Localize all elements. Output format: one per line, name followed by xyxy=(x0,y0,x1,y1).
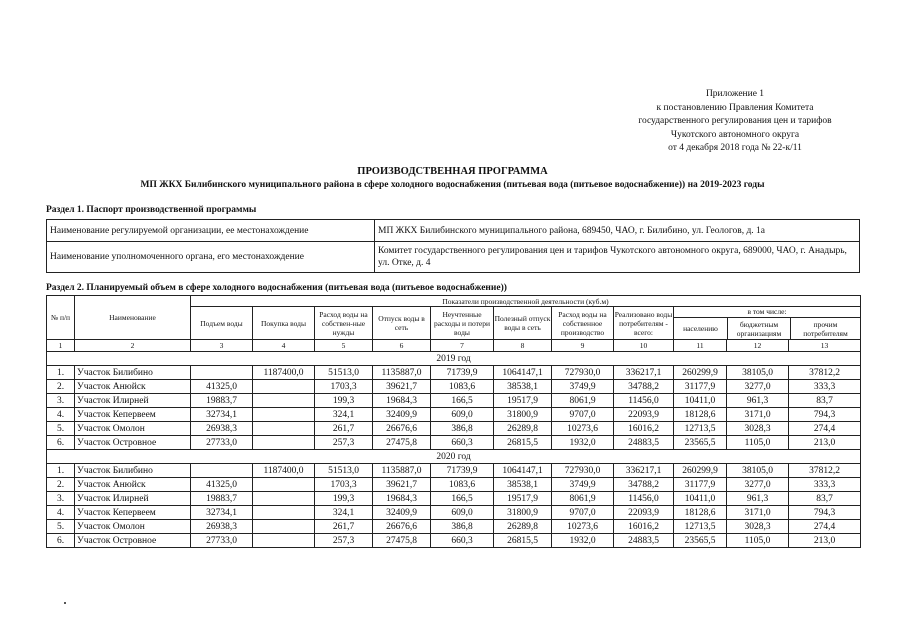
table-cell: 794,3 xyxy=(789,506,861,520)
table-cell: 10273,6 xyxy=(552,520,614,534)
table-cell: 26289,8 xyxy=(494,520,552,534)
table-cell: 9707,0 xyxy=(552,408,614,422)
header-group: Показатели производственной деятельности (куб.м) xyxy=(191,296,861,307)
header-col: Неучтенные расходы и потери воды xyxy=(431,307,494,340)
table-cell: 37812,2 xyxy=(789,464,861,478)
appendix-header xyxy=(600,88,870,156)
table-cell xyxy=(253,506,315,520)
column-index: 10 xyxy=(614,340,674,352)
table-cell: 1105,0 xyxy=(727,436,789,450)
table-cell: 257,3 xyxy=(315,436,373,450)
row-number: 6. xyxy=(47,534,75,548)
table-cell: 3277,0 xyxy=(727,478,789,492)
table-cell: 386,8 xyxy=(431,520,494,534)
table-row xyxy=(47,366,861,380)
table-cell: 32734,1 xyxy=(191,408,253,422)
table-cell: 12713,5 xyxy=(674,520,727,534)
table-cell: 727930,0 xyxy=(552,366,614,380)
table-cell: 31177,9 xyxy=(674,380,727,394)
appendix-line: к постановлению Правления Комитета xyxy=(656,102,814,113)
table-cell: 26815,5 xyxy=(494,436,552,450)
row-number: 3. xyxy=(47,492,75,506)
table-cell: 10273,6 xyxy=(552,422,614,436)
table-cell: 27733,0 xyxy=(191,534,253,548)
table-row xyxy=(47,534,861,548)
table-cell: 31177,9 xyxy=(674,478,727,492)
appendix-line: от 4 декабря 2018 года № 22-к/11 xyxy=(668,143,802,154)
table-cell: 274,4 xyxy=(789,520,861,534)
table-cell: 41325,0 xyxy=(191,478,253,492)
table-cell xyxy=(253,520,315,534)
header-subcol: бюджетным организациям xyxy=(728,318,791,339)
row-name: Участок Островное xyxy=(75,534,191,548)
table-cell: 38538,1 xyxy=(494,478,552,492)
table-cell: 3028,3 xyxy=(727,520,789,534)
table-cell: 213,0 xyxy=(789,436,861,450)
table-cell: 213,0 xyxy=(789,534,861,548)
table-cell: 83,7 xyxy=(789,394,861,408)
table-cell: 9707,0 xyxy=(552,506,614,520)
column-index: 2 xyxy=(75,340,191,352)
table-cell: 1135887,0 xyxy=(373,464,431,478)
table-row xyxy=(47,380,861,394)
table-cell: 27475,8 xyxy=(373,534,431,548)
table-cell: 609,0 xyxy=(431,408,494,422)
table-cell: 16016,2 xyxy=(614,520,674,534)
table-cell: 31800,9 xyxy=(494,408,552,422)
table-cell: 71739,9 xyxy=(431,366,494,380)
table-cell: 794,3 xyxy=(789,408,861,422)
row-name: Участок Билибино xyxy=(75,366,191,380)
table-cell: 51513,0 xyxy=(315,366,373,380)
table-cell: 257,3 xyxy=(315,534,373,548)
table-cell: 19517,9 xyxy=(494,394,552,408)
header-col: Полезный отпуск воды в сеть xyxy=(494,307,552,340)
table-cell: 3749,9 xyxy=(552,478,614,492)
passport-row xyxy=(47,242,860,273)
passport-value: Комитет государственного регулирования цен и тарифов Чукотского автономного округа, 689000, ЧАО, г. Анадырь, ул. Отке, д. 4 xyxy=(375,242,860,273)
row-number: 1. xyxy=(47,464,75,478)
table-row xyxy=(47,394,861,408)
table-cell: 660,3 xyxy=(431,436,494,450)
table-cell: 16016,2 xyxy=(614,422,674,436)
table-cell xyxy=(253,534,315,548)
table-cell: 38538,1 xyxy=(494,380,552,394)
table-cell: 22093,9 xyxy=(614,408,674,422)
header-subcol: прочим потребителям xyxy=(803,319,848,338)
year-row xyxy=(47,352,861,366)
table-cell: 336217,1 xyxy=(614,366,674,380)
table-cell: 26289,8 xyxy=(494,422,552,436)
year-row xyxy=(47,450,861,464)
row-number: 5. xyxy=(47,422,75,436)
table-cell: 609,0 xyxy=(431,506,494,520)
table-cell: 24883,5 xyxy=(614,534,674,548)
table-row xyxy=(47,408,861,422)
table-row xyxy=(47,464,861,478)
passport-row xyxy=(47,220,860,242)
header-subcol: населению xyxy=(674,318,728,339)
table-row xyxy=(47,422,861,436)
table-cell xyxy=(253,422,315,436)
table-cell: 24883,5 xyxy=(614,436,674,450)
table-cell: 8061,9 xyxy=(552,492,614,506)
table-cell: 18128,6 xyxy=(674,506,727,520)
document-subtitle: МП ЖКХ Билибинского муниципального района в сфере холодного водоснабжения (питьевая вода (питьевое водоснабжение)) на 2019-2023 годы xyxy=(140,180,765,190)
row-name: Участок Кепервеем xyxy=(75,506,191,520)
year-label: 2019 год xyxy=(47,352,861,366)
table-cell: 10411,0 xyxy=(674,394,727,408)
header-col: Реализовано воды потребителям - всего: xyxy=(614,307,674,340)
table-cell: 1064147,1 xyxy=(494,366,552,380)
table-cell: 8061,9 xyxy=(552,394,614,408)
header-col: Расход воды на собствен-ные нужды xyxy=(315,307,373,340)
header-num: № п/п xyxy=(47,296,75,340)
table-cell: 1135887,0 xyxy=(373,366,431,380)
row-name: Участок Илирней xyxy=(75,394,191,408)
row-number: 1. xyxy=(47,366,75,380)
passport-table xyxy=(46,219,860,273)
table-cell: 660,3 xyxy=(431,534,494,548)
column-index: 6 xyxy=(373,340,431,352)
table-cell: 336217,1 xyxy=(614,464,674,478)
section1-title: Раздел 1. Паспорт производственной программы xyxy=(46,205,257,215)
table-cell: 19883,7 xyxy=(191,394,253,408)
column-index: 4 xyxy=(253,340,315,352)
table-cell: 199,3 xyxy=(315,492,373,506)
table-cell: 39621,7 xyxy=(373,380,431,394)
table-cell xyxy=(253,436,315,450)
column-index: 9 xyxy=(552,340,614,352)
table-cell xyxy=(191,464,253,478)
table-cell: 32409,9 xyxy=(373,506,431,520)
table-row xyxy=(47,506,861,520)
table-cell xyxy=(253,394,315,408)
column-index: 8 xyxy=(494,340,552,352)
table-cell: 166,5 xyxy=(431,394,494,408)
table-cell: 38105,0 xyxy=(727,366,789,380)
column-index: 7 xyxy=(431,340,494,352)
table-row xyxy=(47,492,861,506)
row-number: 5. xyxy=(47,520,75,534)
table-cell xyxy=(253,478,315,492)
table-cell xyxy=(253,408,315,422)
table-cell: 32734,1 xyxy=(191,506,253,520)
table-cell: 3171,0 xyxy=(727,506,789,520)
row-name: Участок Билибино xyxy=(75,464,191,478)
row-number: 6. xyxy=(47,436,75,450)
row-number: 4. xyxy=(47,506,75,520)
table-cell: 1703,3 xyxy=(315,478,373,492)
table-cell: 10411,0 xyxy=(674,492,727,506)
table-cell: 26938,3 xyxy=(191,520,253,534)
table-cell: 1083,6 xyxy=(431,380,494,394)
table-cell: 19684,3 xyxy=(373,492,431,506)
table-cell: 38105,0 xyxy=(727,464,789,478)
row-number: 2. xyxy=(47,380,75,394)
table-cell: 19684,3 xyxy=(373,394,431,408)
header-incl-group xyxy=(674,307,861,340)
table-cell: 18128,6 xyxy=(674,408,727,422)
table-cell xyxy=(253,492,315,506)
table-cell: 11456,0 xyxy=(614,492,674,506)
row-name: Участок Островное xyxy=(75,436,191,450)
table-row xyxy=(47,520,861,534)
table-cell: 333,3 xyxy=(789,478,861,492)
table-cell: 19517,9 xyxy=(494,492,552,506)
header-name: Наименование xyxy=(75,296,191,340)
column-index: 12 xyxy=(727,340,789,352)
table-cell: 333,3 xyxy=(789,380,861,394)
table-cell: 1083,6 xyxy=(431,478,494,492)
table-cell: 166,5 xyxy=(431,492,494,506)
table-cell: 386,8 xyxy=(431,422,494,436)
row-name: Участок Илирней xyxy=(75,492,191,506)
year-label: 2020 год xyxy=(47,450,861,464)
column-index: 11 xyxy=(674,340,727,352)
row-number: 4. xyxy=(47,408,75,422)
column-index: 13 xyxy=(789,340,861,352)
table-cell: 12713,5 xyxy=(674,422,727,436)
scan-speck xyxy=(64,602,66,604)
table-cell: 3749,9 xyxy=(552,380,614,394)
table-cell: 199,3 xyxy=(315,394,373,408)
table-cell: 41325,0 xyxy=(191,380,253,394)
header-col: Покупка воды xyxy=(253,307,315,340)
table-cell: 27733,0 xyxy=(191,436,253,450)
table-cell: 961,3 xyxy=(727,492,789,506)
table-cell: 261,7 xyxy=(315,520,373,534)
passport-value: МП ЖКХ Билибинского муниципального района, 689450, ЧАО, г. Билибино, ул. Геологов, д. 1а xyxy=(375,220,860,242)
table-cell: 1703,3 xyxy=(315,380,373,394)
table-cell: 26676,6 xyxy=(373,520,431,534)
section2-title: Раздел 2. Планируемый объем в сфере холодного водоснабжения (питьевая вода (питьевое водоснабжение)) xyxy=(46,283,507,293)
table-cell: 39621,7 xyxy=(373,478,431,492)
table-cell: 34788,2 xyxy=(614,478,674,492)
table-cell: 27475,8 xyxy=(373,436,431,450)
table-cell: 3028,3 xyxy=(727,422,789,436)
table-cell: 324,1 xyxy=(315,408,373,422)
document-title: ПРОИЗВОДСТВЕННАЯ ПРОГРАММА xyxy=(357,166,548,177)
row-name: Участок Анюйск xyxy=(75,478,191,492)
table-cell: 37812,2 xyxy=(789,366,861,380)
table-cell: 1064147,1 xyxy=(494,464,552,478)
header-incl: в том числе: xyxy=(674,307,860,318)
table-cell: 1932,0 xyxy=(552,534,614,548)
table-cell: 71739,9 xyxy=(431,464,494,478)
passport-label: Наименование регулируемой организации, ее местонахождение xyxy=(47,220,375,242)
column-index: 3 xyxy=(191,340,253,352)
appendix-line: государственного регулирования цен и тарифов xyxy=(638,116,832,127)
table-cell: 26815,5 xyxy=(494,534,552,548)
table-cell: 1105,0 xyxy=(727,534,789,548)
column-index: 5 xyxy=(315,340,373,352)
row-name: Участок Омолон xyxy=(75,520,191,534)
table-cell xyxy=(191,366,253,380)
table-cell: 23565,5 xyxy=(674,436,727,450)
table-cell: 260299,9 xyxy=(674,366,727,380)
table-cell: 3171,0 xyxy=(727,408,789,422)
table-cell: 727930,0 xyxy=(552,464,614,478)
table-cell: 274,4 xyxy=(789,422,861,436)
appendix-line: Чукотского автономного округа xyxy=(670,129,800,140)
header-col: Отпуск воды в сеть xyxy=(373,307,431,340)
table-cell: 961,3 xyxy=(727,394,789,408)
table-cell: 1187400,0 xyxy=(253,464,315,478)
row-number: 3. xyxy=(47,394,75,408)
passport-label: Наименование уполномоченного органа, его местонахождение xyxy=(47,242,375,273)
table-cell: 32409,9 xyxy=(373,408,431,422)
volume-table xyxy=(46,295,861,548)
table-cell: 26938,3 xyxy=(191,422,253,436)
row-name: Участок Анюйск xyxy=(75,380,191,394)
table-cell: 3277,0 xyxy=(727,380,789,394)
row-name: Участок Омолон xyxy=(75,422,191,436)
table-cell: 260299,9 xyxy=(674,464,727,478)
header-col: Расход воды на собственное производство xyxy=(552,307,614,340)
table-cell: 19883,7 xyxy=(191,492,253,506)
table-cell: 31800,9 xyxy=(494,506,552,520)
table-cell: 51513,0 xyxy=(315,464,373,478)
table-cell: 23565,5 xyxy=(674,534,727,548)
row-number: 2. xyxy=(47,478,75,492)
table-cell: 26676,6 xyxy=(373,422,431,436)
row-name: Участок Кепервеем xyxy=(75,408,191,422)
table-row xyxy=(47,436,861,450)
table-cell: 1187400,0 xyxy=(253,366,315,380)
appendix-line: Приложение 1 xyxy=(705,89,765,99)
table-cell: 1932,0 xyxy=(552,436,614,450)
table-row xyxy=(47,478,861,492)
table-cell: 22093,9 xyxy=(614,506,674,520)
table-cell: 83,7 xyxy=(789,492,861,506)
header-col: Подъем воды xyxy=(191,307,253,340)
table-cell: 34788,2 xyxy=(614,380,674,394)
column-index: 1 xyxy=(47,340,75,352)
table-cell: 261,7 xyxy=(315,422,373,436)
table-cell: 324,1 xyxy=(315,506,373,520)
table-cell: 11456,0 xyxy=(614,394,674,408)
table-cell xyxy=(253,380,315,394)
